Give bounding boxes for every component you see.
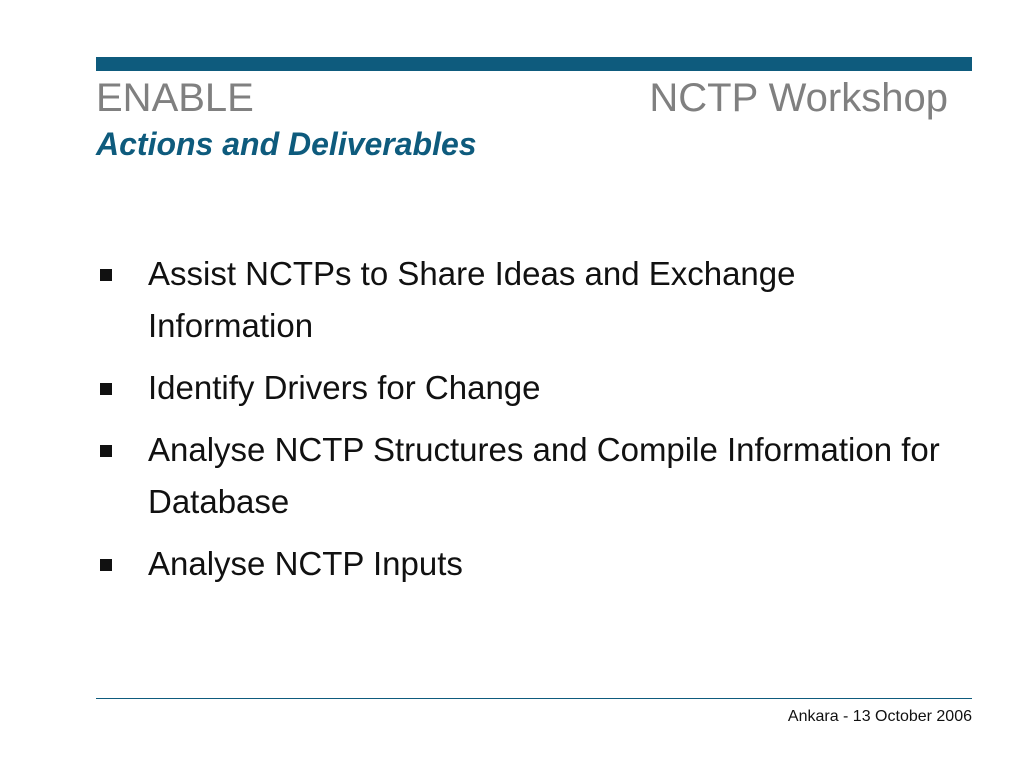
bullet-text: Identify Drivers for Change — [148, 369, 541, 406]
slide-title-left: ENABLE — [96, 76, 254, 120]
square-bullet-icon — [100, 269, 112, 281]
bullet-text: Analyse NCTP Structures and Compile Information for Database — [148, 431, 940, 520]
bullet-text: Analyse NCTP Inputs — [148, 545, 463, 582]
bullet-item — [96, 424, 956, 528]
square-bullet-icon — [100, 445, 112, 457]
top-accent-bar — [96, 57, 972, 71]
bullet-item — [96, 538, 956, 590]
footer-text: Ankara - 13 October 2006 — [787, 708, 972, 725]
slide-title-right: NCTP Workshop — [649, 76, 948, 120]
bullet-item — [96, 248, 956, 352]
square-bullet-icon — [100, 383, 112, 395]
bullet-item — [96, 362, 956, 414]
footer-divider — [96, 698, 972, 699]
bullet-text: Assist NCTPs to Share Ideas and Exchange Information — [148, 255, 796, 344]
square-bullet-icon — [100, 559, 112, 571]
bullet-list — [96, 248, 956, 600]
slide-subtitle: Actions and Deliverables — [96, 126, 477, 162]
title-row — [96, 73, 948, 123]
